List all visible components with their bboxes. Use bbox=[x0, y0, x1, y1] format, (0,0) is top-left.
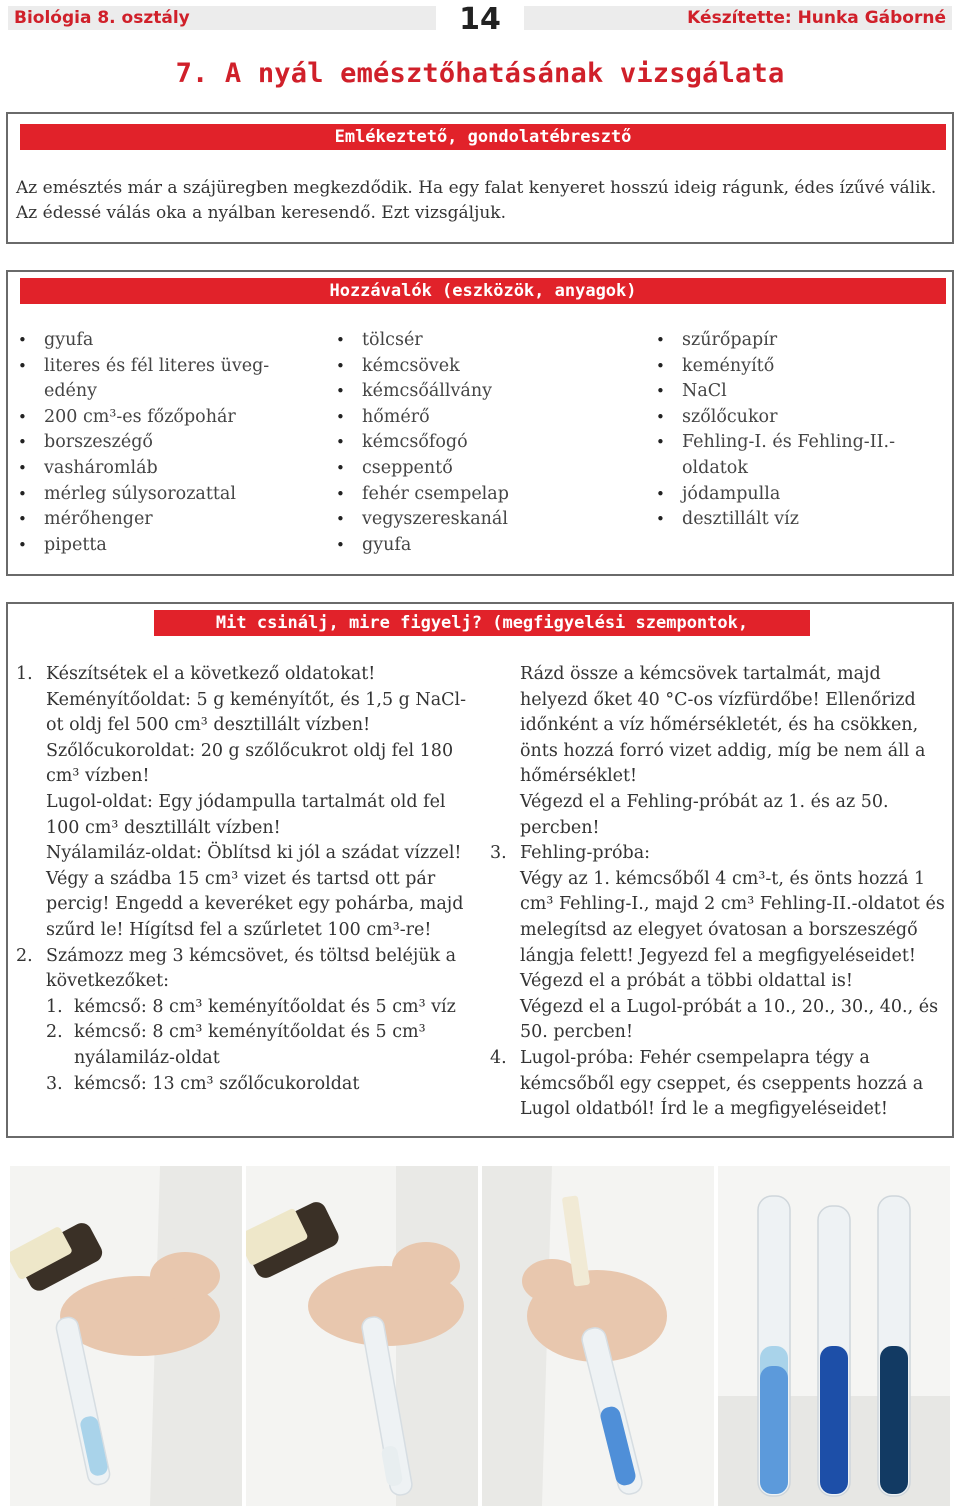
step-number: 2. bbox=[16, 945, 33, 966]
list-item: • fehér csempelap bbox=[334, 482, 624, 508]
list-item: • szűrőpapír bbox=[654, 328, 944, 354]
photo-three-tubes bbox=[718, 1166, 950, 1506]
reminder-box bbox=[6, 112, 954, 244]
list-item: • Fehling-I. és Fehling-II.-oldatok bbox=[654, 430, 944, 481]
list-item: • borszeszégő bbox=[16, 430, 306, 456]
step-3-line: Végezd el a Lugol-próbát a 10., 20., 30., 40., és 50. percben! bbox=[520, 996, 939, 1043]
step-1-line: Szőlőcukoroldat: 20 g szőlőcukrot oldj fel 180 cm³ vízben! bbox=[46, 740, 454, 787]
step-3-intro: Fehling-próba: bbox=[520, 843, 651, 864]
list-item: • hőmérő bbox=[334, 405, 624, 431]
list-item: • vegyszereskanál bbox=[334, 507, 624, 533]
procedure-column-right bbox=[490, 662, 946, 1123]
reminder-text: Az emésztés már a szájüregben megkezdődik. Ha egy falat kenyeret hosszú ideig rágunk, édes ízűvé válik. Az édessé válás oka a nyálban keresendő. Ezt vizsgáljuk. bbox=[16, 178, 937, 223]
page-title: 7. A nyál emésztőhatásának vizsgálata bbox=[175, 58, 785, 89]
list-item: • gyufa bbox=[334, 533, 624, 559]
procedure-heading: Mit csinálj, mire figyelj? (megfigyelési szempontok, végrehajtás) bbox=[154, 610, 810, 636]
materials-column-1 bbox=[16, 328, 306, 558]
tube-item bbox=[46, 1072, 482, 1098]
list-item: • vasháromláb bbox=[16, 456, 306, 482]
tube-text: kémcső: 8 cm³ keményítőoldat és 5 cm³ nyálamiláz-oldat bbox=[74, 1022, 426, 1068]
materials-column-2 bbox=[334, 328, 624, 558]
step-3-line: Végy az 1. kémcsőből 4 cm³-t, és önts hozzá 1 cm³ Fehling-I., majd 2 cm³ Fehling-II.-oldatot és melegítsd az elegyet óvatosan a borszeszégő lángja felett! Jegyezd fel a megfigyeléseidet! Végezd el a próbát a többi oldattal is! bbox=[520, 868, 945, 992]
list-item: • szőlőcukor bbox=[654, 405, 944, 431]
materials-column-3 bbox=[654, 328, 944, 533]
test-tube-1 bbox=[758, 1196, 790, 1496]
list-item: • kémcsőállvány bbox=[334, 379, 624, 405]
step-2-intro: Számozz meg 3 kémcsövet, és töltsd beléjük a következőket: bbox=[46, 945, 457, 992]
step-number: 4. bbox=[490, 1047, 507, 1068]
list-item: • mérőhenger bbox=[16, 507, 306, 533]
step-3 bbox=[490, 841, 946, 1046]
tube-item bbox=[46, 1020, 482, 1071]
tube-number: 3. bbox=[46, 1073, 63, 1094]
step-2 bbox=[16, 944, 482, 1098]
list-item: • 200 cm³-es főzőpohár bbox=[16, 405, 306, 431]
tube-item bbox=[46, 995, 482, 1021]
photo-pouring-clear bbox=[246, 1166, 478, 1506]
step-1-line: Keményítőoldat: 5 g keményítőt, és 1,5 g NaCl-ot oldj fel 500 cm³ desztillált vízben! bbox=[46, 689, 467, 736]
procedure-box bbox=[6, 602, 954, 1138]
test-tube-2 bbox=[818, 1206, 850, 1496]
step-1-line: Lugol-oldat: Egy jódampulla tartalmát old fel 100 cm³ desztillált vízben! bbox=[46, 791, 446, 838]
list-item: • jódampulla bbox=[654, 482, 944, 508]
materials-heading: Hozzávalók (eszközök, anyagok) bbox=[20, 278, 946, 304]
list-item: • mérleg súlysorozattal bbox=[16, 482, 306, 508]
photo-tube-blue bbox=[482, 1166, 714, 1506]
list-item: • kémcsőfogó bbox=[334, 430, 624, 456]
list-item: • tölcsér bbox=[334, 328, 624, 354]
list-item: • pipetta bbox=[16, 533, 306, 559]
step-2-cont-line: Rázd össze a kémcsövek tartalmát, majd helyezd őket 40 °C-os vízfürdőbe! Ellenőrizd időnként a víz hőmérsékletét, és ha csökken, önts hozzá forró vizet addig, míg be nem áll a hőmérséklet! bbox=[520, 664, 926, 787]
tube-number: 1. bbox=[46, 996, 63, 1017]
step-4-text: Lugol-próba: Fehér csempelapra tégy a kémcsőből egy cseppet, és cseppents hozzá a Lugol oldatból! Írd le a megfigyeléseidet! bbox=[520, 1047, 924, 1120]
list-item: • desztillált víz bbox=[654, 507, 944, 533]
list-item: • literes és fél literes üveg-edény bbox=[16, 354, 306, 405]
list-item: • kémcsövek bbox=[334, 354, 624, 380]
step-number: 1. bbox=[16, 664, 33, 684]
photo-strip bbox=[10, 1166, 950, 1506]
step-2-cont-line: Végezd el a Fehling-próbát az 1. és az 50. percben! bbox=[520, 791, 889, 838]
step-4 bbox=[490, 1046, 946, 1123]
list-item: • cseppentő bbox=[334, 456, 624, 482]
tube-text: kémcső: 13 cm³ szőlőcukoroldat bbox=[74, 1073, 360, 1094]
step-1 bbox=[16, 662, 482, 944]
author-label: Készítette: Hunka Gáborné bbox=[687, 8, 946, 28]
photo-pouring-light bbox=[10, 1166, 242, 1506]
step-1-intro: Készítsétek el a következő oldatokat! bbox=[46, 664, 376, 684]
tube-text: kémcső: 8 cm³ keményítőoldat és 5 cm³ víz bbox=[74, 996, 456, 1017]
list-item: • keményítő bbox=[654, 354, 944, 380]
reminder-heading: Emlékeztető, gondolatébresztő bbox=[20, 124, 946, 150]
tube-number: 2. bbox=[46, 1022, 63, 1043]
procedure-column-left bbox=[16, 662, 482, 1097]
list-item: • gyufa bbox=[16, 328, 306, 354]
page-header bbox=[8, 2, 952, 37]
test-tube-3 bbox=[878, 1196, 910, 1496]
subject-label: Biológia 8. osztály bbox=[14, 8, 190, 28]
list-item: • NaCl bbox=[654, 379, 944, 405]
step-number: 3. bbox=[490, 843, 507, 864]
page-number: 14 bbox=[459, 2, 501, 37]
step-2-continued bbox=[490, 662, 946, 841]
materials-box bbox=[6, 270, 954, 576]
step-1-line: Nyálamiláz-oldat: Öblítsd ki jól a szádat vízzel! Végy a szádba 15 cm³ vizet és tartsd ott pár percig! Engedd a keveréket egy pohárba, majd szűrd le! Hígítsd fel a szűrletet 100 cm³-re! bbox=[46, 843, 464, 940]
